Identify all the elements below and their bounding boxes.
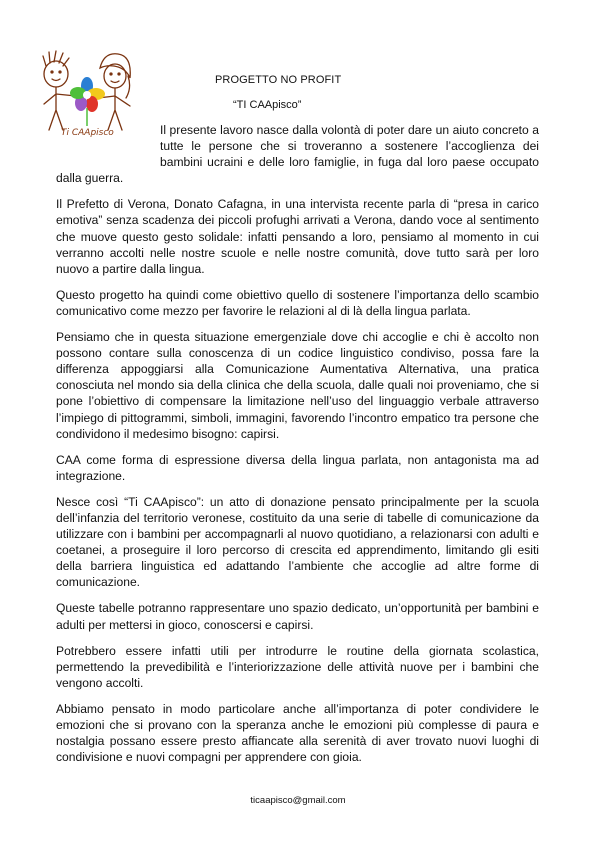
footer-email: ticaapisco@gmail.com: [250, 795, 346, 806]
paragraph-caa-forma: CAA come forma di espressione diversa della lingua parlata, non antagonista ma ad integrazione.: [56, 452, 539, 483]
logo-float-space: [56, 122, 160, 170]
paragraph-prefetto: Il Prefetto di Verona, Donato Cafagna, in una intervista recente parla di “presa in carico emotiva” senza scadenza dei piccoli profughi arrivati a Verona, dando voce al sentimento che muove questo gesto solidale: infatti pensando a loro, pensiamo al momento in cui verranno accolti nelle nostre scuole e nelle nostre comunità, dove tutto sarà per loro nuovo a partire dalla lingua.: [56, 197, 539, 276]
paragraph-tabelle: Queste tabelle potranno rappresentare uno spazio dedicato, un’opportunità per bambini e adulti per mettersi in gioco, conoscersi e capirsi.: [56, 601, 539, 632]
document-title: PROGETTO NO PROFIT: [215, 74, 342, 86]
paragraph-ti-caapisco: Nesce così “Ti CAApisco”: un atto di donazione pensato principalmente per la scuola dell’infanzia del territorio veronese, costituito da una serie di tabelle di comunicazione da utilizzare con i bambini per accompagnarli al nuovo quotidiano, a relazionarsi con adulti e coetanei, a proseguire il loro percorso di crescita ed apprendimento, limitando gli esiti della barriera linguistica ed adattando l’ambiente che accoglie ad altre forme di comunicazione.: [56, 494, 539, 590]
paragraph-intro: Il presente lavoro nasce dalla volontà di poter dare un aiuto concreto a tutte le persone che si troveranno a sostenere l’accoglienza dei bambini ucraini e delle loro famiglie, in fuga dal loro paese occupato dalla guerra.: [56, 123, 539, 186]
paragraph-emozioni: Abbiamo pensato in modo particolare anche all’importanza di poter condividere le emozioni che si provano con la speranza anche le emozioni più complesse di paura e nostalgia possano essere presto affiancate alla serenità di aver trovato nuovi luoghi di condivisione e nuovi compagni per apprendere con gioia.: [56, 701, 539, 765]
document-subtitle: “TI CAApisco”: [233, 99, 302, 111]
logo-text: Ti CAApisco: [61, 128, 114, 138]
paragraph-obiettivo: Questo progetto ha quindi come obiettivo quello di sostenere l’importanza dello scambio comunicativo come mezzo per favorire le relazioni al di là della lingua parlata.: [56, 287, 539, 318]
document-body: [56, 122, 539, 775]
paragraph-routine: Potrebbero essere infatti utili per introdurre le routine della giornata scolastica, permettendo la prevedibilità e l’interiorizzazione delle attività nuove per i bambini che vengono accolti.: [56, 643, 539, 690]
paragraph-caa: Pensiamo che in questa situazione emergenziale dove chi accoglie e chi è accolto non possono contare sulla conoscenza di un codice linguistico condiviso, possa fare la differenza appoggiarsi alla Comunicazione Aumentativa Alternativa, una pratica conosciuta nel mondo sia della clinica che della scuola, dalle quali noi proveniamo, che si pone l’obiettivo di compensare la limitazione nell’uso del linguaggio verbale attraverso l’impiego di pittogrammi, simboli, immagini, favorendo l’incontro empatico tra persone che condividono il medesimo bisogno: capirsi.: [56, 330, 539, 441]
